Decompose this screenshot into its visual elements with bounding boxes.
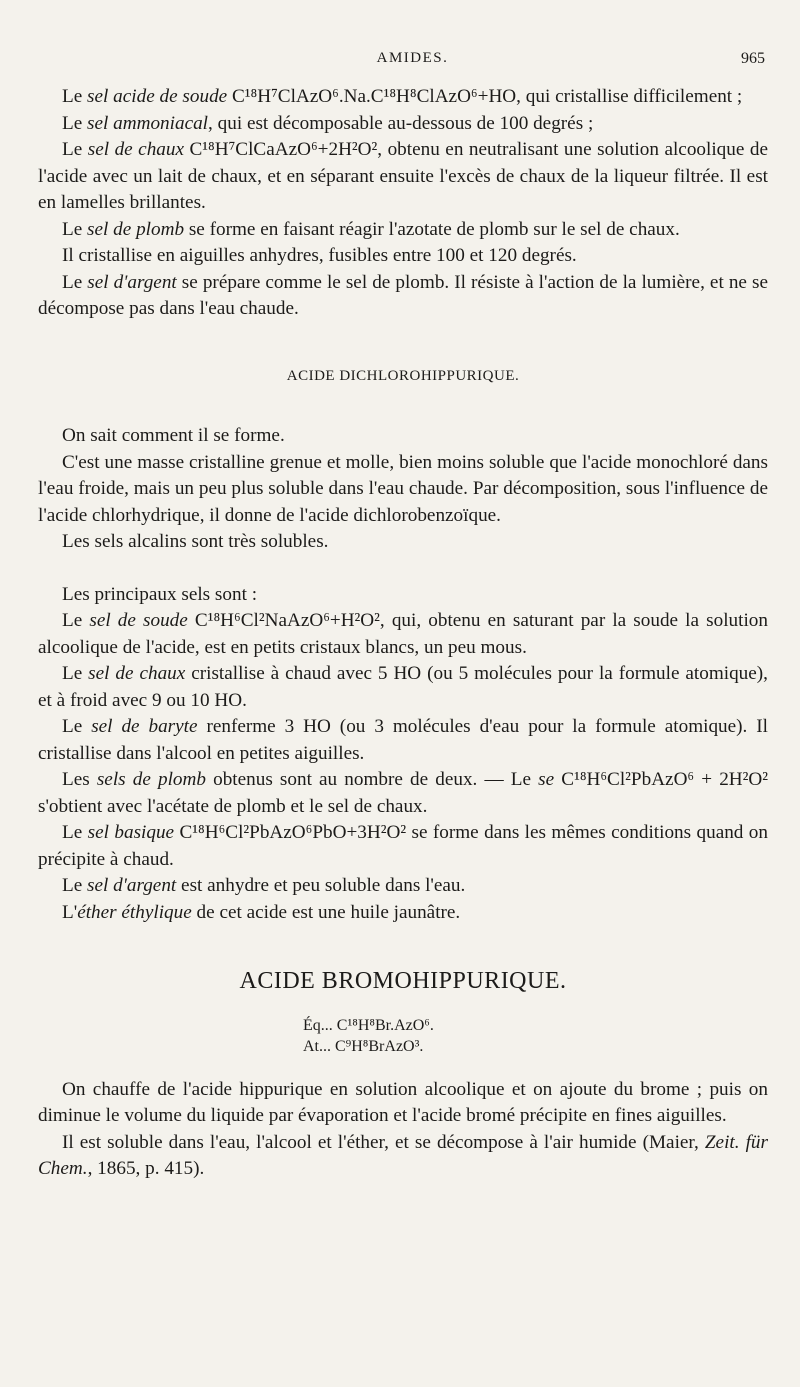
paragraph-ether-ethylique	[38, 900, 768, 927]
chemical-formula: C¹⁸H⁶Cl²NaAzO⁶+H²O²	[194, 610, 380, 631]
text: Le	[62, 822, 88, 843]
paragraph-sel-de-plomb	[38, 217, 768, 244]
chemical-formula: C¹⁸H⁷ClCaAzO⁶+2H²O²	[189, 139, 378, 160]
paragraph-sels-alcalins: Les sels alcalins sont très solubles.	[62, 531, 329, 552]
paragraph-masse-cristalline: C'est une masse cristalline grenue et molle, bien moins soluble que l'acide monochloré dans l'eau froide, mais un peu plus soluble dans l'eau chaude. Par décomposition, sous l'influence de l'acide chlorhydrique, il donne de l'acide dichlorobenzoïque.	[38, 451, 768, 526]
salt-name: sel de chaux	[88, 663, 186, 684]
salt-name: sel ammoniacal	[87, 112, 209, 134]
salt-name: sel acide de soude	[87, 86, 228, 107]
text: s'obtient avec l'acétate de plomb et le sel de chaux.	[38, 795, 428, 817]
paragraph-principaux-sels: Les principaux sels sont :	[62, 583, 258, 605]
paragraph-sel-ammoniacal	[38, 111, 768, 138]
chemical-formula: C¹⁸H⁶Cl²PbAzO⁶PbO+3H²O²	[179, 822, 407, 843]
paragraph-sel-basique	[38, 820, 768, 873]
section-heading-dichlorohippurique: ACIDE DICHLOROHIPPURIQUE.	[286, 367, 520, 384]
text: Le	[62, 271, 88, 293]
journal-citation: Zeit. für Chem.	[38, 1131, 768, 1179]
paragraph-sel-de-soude	[38, 608, 768, 661]
text: Il est soluble dans l'eau, l'alcool et l'éther, et se décompose à l'air humide (Maier,	[62, 1131, 705, 1153]
text: , 1865, p. 415).	[87, 1158, 205, 1179]
text: Le	[62, 875, 88, 896]
at-label: At...	[303, 1037, 331, 1055]
page-number: 965	[741, 50, 765, 67]
paragraph-soluble	[38, 1130, 768, 1183]
atomic-formula-row	[303, 1036, 768, 1057]
text: se prépare comme le sel de plomb. Il résiste à l'action de la lumière, et ne se décompose pas dans l'eau chaude.	[38, 271, 768, 319]
text: , qui, obtenu en saturant par la soude la solution alcoolique de l'acide, est en petits cristaux blancs, un peu mous.	[38, 610, 768, 658]
text: Le	[62, 218, 88, 240]
salt-name: sel de plomb	[87, 218, 185, 240]
section-heading-bromohippurique: ACIDE BROMOHIPPURIQUE.	[239, 968, 567, 994]
paragraph-sel-de-baryte	[38, 714, 768, 767]
paragraph-sel-d-argent	[38, 270, 768, 323]
chemical-formula: C¹⁸H⁸Br.AzO⁶.	[336, 1016, 434, 1034]
text: Le	[62, 86, 88, 107]
salt-name: se	[538, 769, 555, 790]
page-body	[38, 84, 768, 1183]
salt-name: sels de plomb	[96, 769, 206, 790]
paragraph-sel-de-chaux-2	[38, 661, 768, 714]
text: L'	[62, 901, 78, 923]
running-head	[60, 50, 765, 74]
paragraph-forme: On sait comment il se forme.	[62, 425, 285, 446]
chemical-formula: C⁹H⁸BrAzO³.	[335, 1037, 424, 1055]
text: Le	[62, 139, 88, 160]
text: Les	[62, 769, 97, 790]
text: renferme 3 HO (ou 3 molécules d'eau pour la formule atomique). Il cristallise dans l'alcool en petites aiguilles.	[38, 716, 768, 764]
paragraph-sel-d-argent-2	[38, 873, 768, 900]
salt-name: sel de soude	[89, 610, 188, 631]
paragraph-on-chauffe: On chauffe de l'acide hippurique en solution alcoolique et on ajoute du brome ; puis on diminue le volume du liquide par évaporation et l'acide bromé précipite en fines aiguilles.	[38, 1078, 768, 1126]
paragraph-cristallise: Il cristallise en aiguilles anhydres, fusibles entre 100 et 120 degrés.	[62, 245, 577, 266]
text: est anhydre et peu soluble dans l'eau.	[176, 875, 466, 896]
text: cristallise à chaud avec 5 HO (ou 5 molécules pour la formule atomique), et à froid avec 9 ou 10 HO.	[38, 663, 768, 711]
formula-block	[303, 1015, 768, 1057]
eq-label: Éq...	[303, 1016, 333, 1034]
salt-name: sel d'argent	[87, 271, 177, 293]
text: Le	[62, 610, 90, 631]
text: se forme dans les mêmes conditions quand on précipite à chaud.	[38, 822, 768, 870]
text: , obtenu en neutralisant une solution alcoolique de l'acide avec un lait de chaux, et en séparant ensuite l'excès de chaux de la liqueur filtrée. Il est en lamelles brillantes.	[38, 139, 768, 213]
text: Le	[62, 716, 92, 737]
salt-name: sel d'argent	[87, 875, 177, 896]
salt-name: sel basique	[87, 822, 175, 843]
chemical-formula: C¹⁸H⁷ClAzO⁶.Na.C¹⁸H⁸ClAzO⁶+HO	[231, 86, 517, 107]
text: , qui cristallise difficilement ;	[516, 86, 743, 107]
running-title: AMIDES.	[376, 50, 449, 66]
paragraph-sel-de-chaux	[38, 137, 768, 217]
text: Le	[62, 112, 88, 134]
equivalent-formula-row	[303, 1015, 768, 1036]
text: se forme en faisant réagir l'azotate de plomb sur le sel de chaux.	[184, 218, 680, 240]
text: , qui est décomposable au-dessous de 100 degrés ;	[208, 112, 594, 134]
paragraph-sels-de-plomb	[38, 767, 768, 820]
salt-name: sel de chaux	[87, 139, 184, 160]
text: obtenus sont au nombre de deux. — Le	[205, 769, 539, 790]
text: Le	[62, 663, 89, 684]
paragraph-sel-acide-de-soude	[38, 84, 768, 111]
salt-name: éther éthylique	[77, 901, 192, 923]
text: de cet acide est une huile jaunâtre.	[191, 901, 461, 923]
salt-name: sel de baryte	[91, 716, 198, 737]
chemical-formula: C¹⁸H⁶Cl²PbAzO⁶ + 2H²O²	[561, 769, 769, 790]
